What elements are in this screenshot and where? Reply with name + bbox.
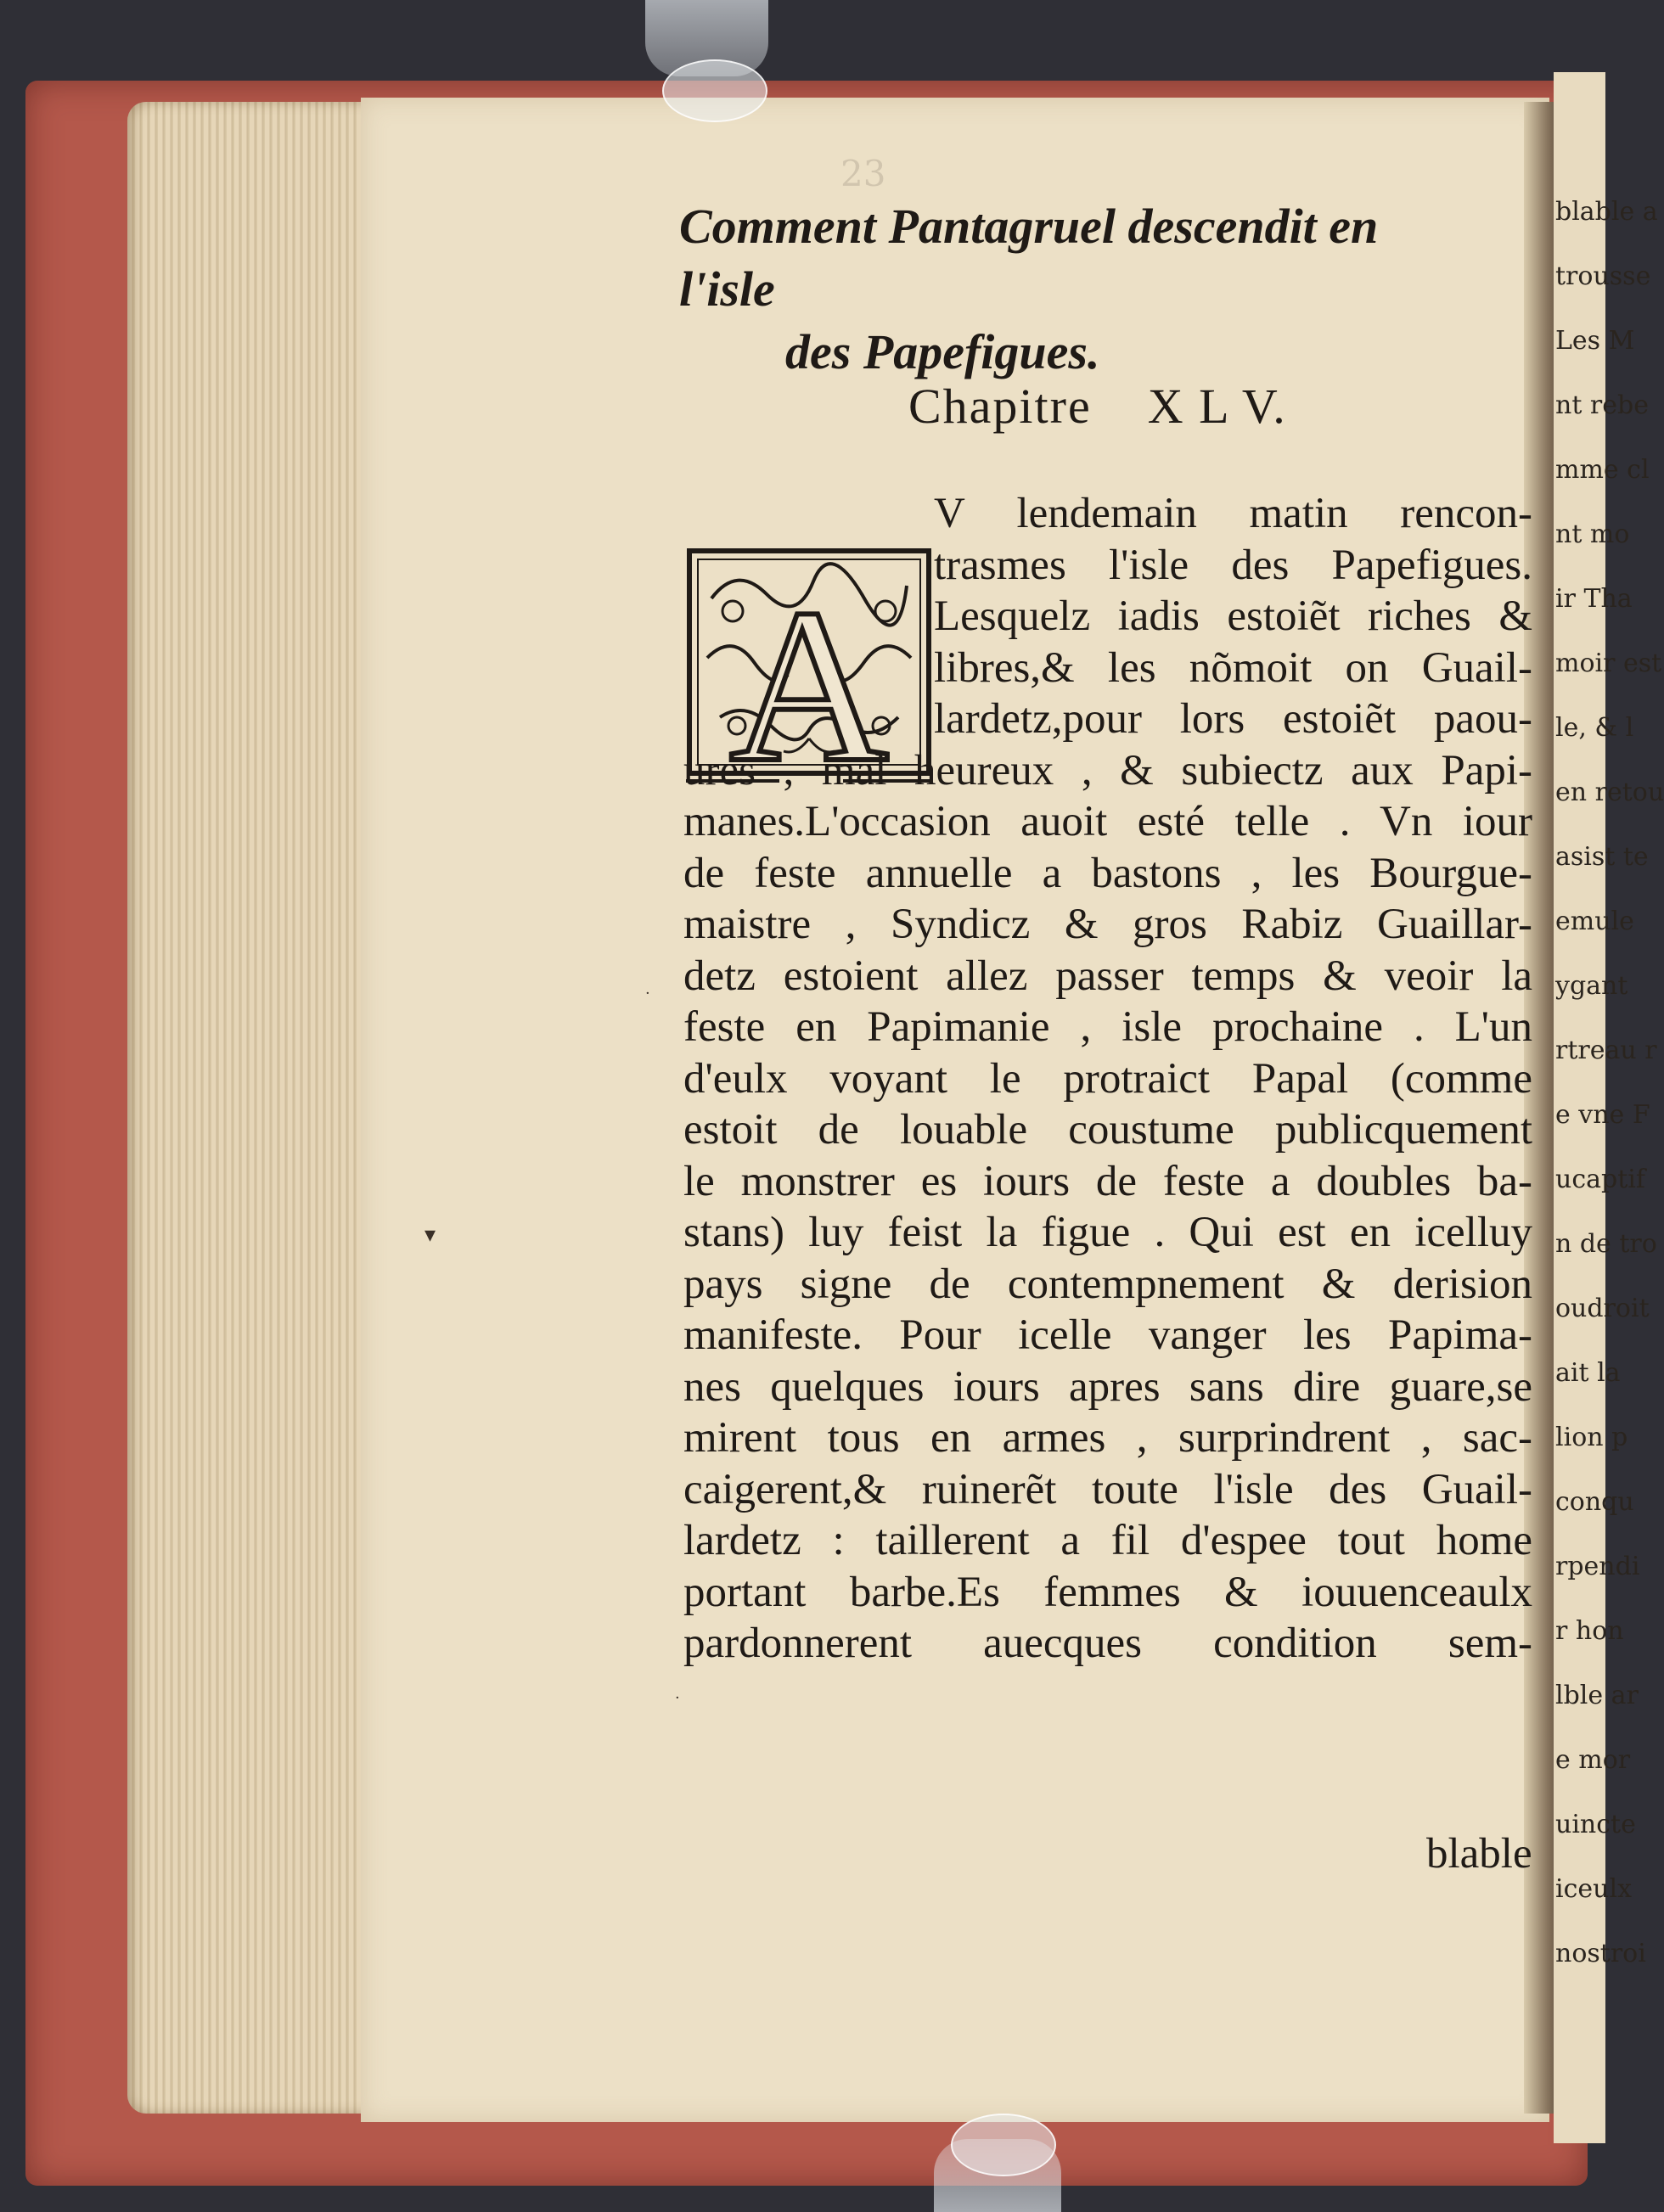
text-line: lardetz,pour lors estoiẽt paou- [934,695,1532,743]
chapter-title [679,195,1426,384]
text-line: lardetz : taillerent a fil d'espee tout home [683,1517,1532,1564]
next-page-line: nt mo [1555,519,1630,549]
next-page-line: r hon [1555,1616,1624,1646]
next-page-line: nt rebe [1555,390,1649,420]
text-line: d'eulx voyant le protraict Papal (comme [683,1054,1532,1103]
next-page-line: en retou [1555,778,1664,807]
text-line: V lendemain matin rencon- [934,490,1532,537]
text-line: detz estoient allez passer temps & veoir la [683,952,1532,1000]
next-page-line: iceulx [1555,1874,1632,1904]
page-clip-top-loop [662,59,767,122]
chapter-heading: Chapitre X L V. [908,379,1287,434]
next-page-line: rtreau r [1555,1036,1657,1065]
next-page-line: n de tro [1555,1229,1657,1259]
text-line: caigerent,& ruinerẽt toute l'isle des Guail- [683,1465,1532,1513]
next-page-line: ucaptif [1555,1165,1645,1194]
next-page-line: emule [1555,907,1634,936]
next-page-line: conqu [1555,1487,1634,1517]
chapter-title-line-2: des Papefigues. [785,324,1100,379]
next-page-line: e vne F [1555,1100,1650,1130]
next-page-fragment [1554,72,1664,2143]
page-clip-bottom-loop [951,2114,1056,2176]
text-line: manes.L'occasion auoit esté telle . Vn iour [683,798,1532,845]
text-line: le monstrer es iours de feste a doubles ba- [683,1157,1532,1205]
next-page-line: e mor [1555,1745,1631,1775]
next-page-line: mme cl [1555,455,1650,485]
next-page-line: trousse [1555,261,1651,291]
next-page-line: uincte [1555,1810,1636,1839]
next-page-line: ait la [1555,1358,1621,1388]
text-line: manifeste. Pour icelle vanger les Papima- [683,1311,1532,1359]
text-line: stans) luy feist la figue . Qui est en icelluy [683,1209,1532,1256]
next-page-line: ir Tha [1555,584,1633,614]
next-page-line: lble ar [1555,1681,1639,1710]
paper-speck: · [675,1689,680,1707]
next-page-line: Les M [1555,326,1635,356]
paper-speck: · [645,985,650,1002]
text-line: maistre , Syndicz & gros Rabiz Guaillar- [683,901,1532,948]
text-line: feste en Papimanie , isle prochaine . L'un [683,1003,1532,1051]
paper-speck: ▾ [424,1222,436,1248]
text-line: mirent tous en armes , surprindrent , sac- [683,1414,1532,1462]
faint-page-number: 23 [840,153,886,194]
drop-cap-letter: A [729,564,889,808]
chapter-title-line-1: Comment Pantagruel descendit en l'isle [679,199,1379,317]
next-page-line: lion p [1555,1423,1628,1452]
next-page-line: moir est [1555,648,1662,678]
next-page-line: oudroit [1555,1294,1650,1323]
next-page-line: asist te [1555,842,1649,872]
next-page-line: le, & l [1555,713,1634,743]
next-page-line: ygant [1555,971,1628,1001]
text-line: estoit de louable coustume publicquement [683,1106,1532,1154]
text-line: pardonnerent auecques condition sem- [683,1620,1532,1667]
catchword: blable [1426,1830,1532,1878]
next-page-line: rpendi [1555,1552,1640,1581]
text-line: ures , mal heureux , & subiectz aux Papi- [683,746,1532,794]
text-line: nes quelques iours apres sans dire guare,se [683,1362,1532,1411]
text-line: pays signe de contempnement & derision [683,1260,1532,1308]
next-page-line: nostroi [1555,1939,1646,1968]
page-edges [127,102,374,2114]
text-line: de feste annuelle a bastons , les Bourgue- [683,849,1532,897]
next-page-line: blable a [1555,197,1658,227]
text-line: trasmes l'isle des Papefigues. [934,541,1532,589]
text-line: libres,& les nõmoit on Guail- [934,643,1532,692]
text-line: portant barbe.Es femmes & iouuenceaulx [683,1568,1532,1616]
text-line: Lesquelz iadis estoiẽt riches & [934,592,1532,640]
